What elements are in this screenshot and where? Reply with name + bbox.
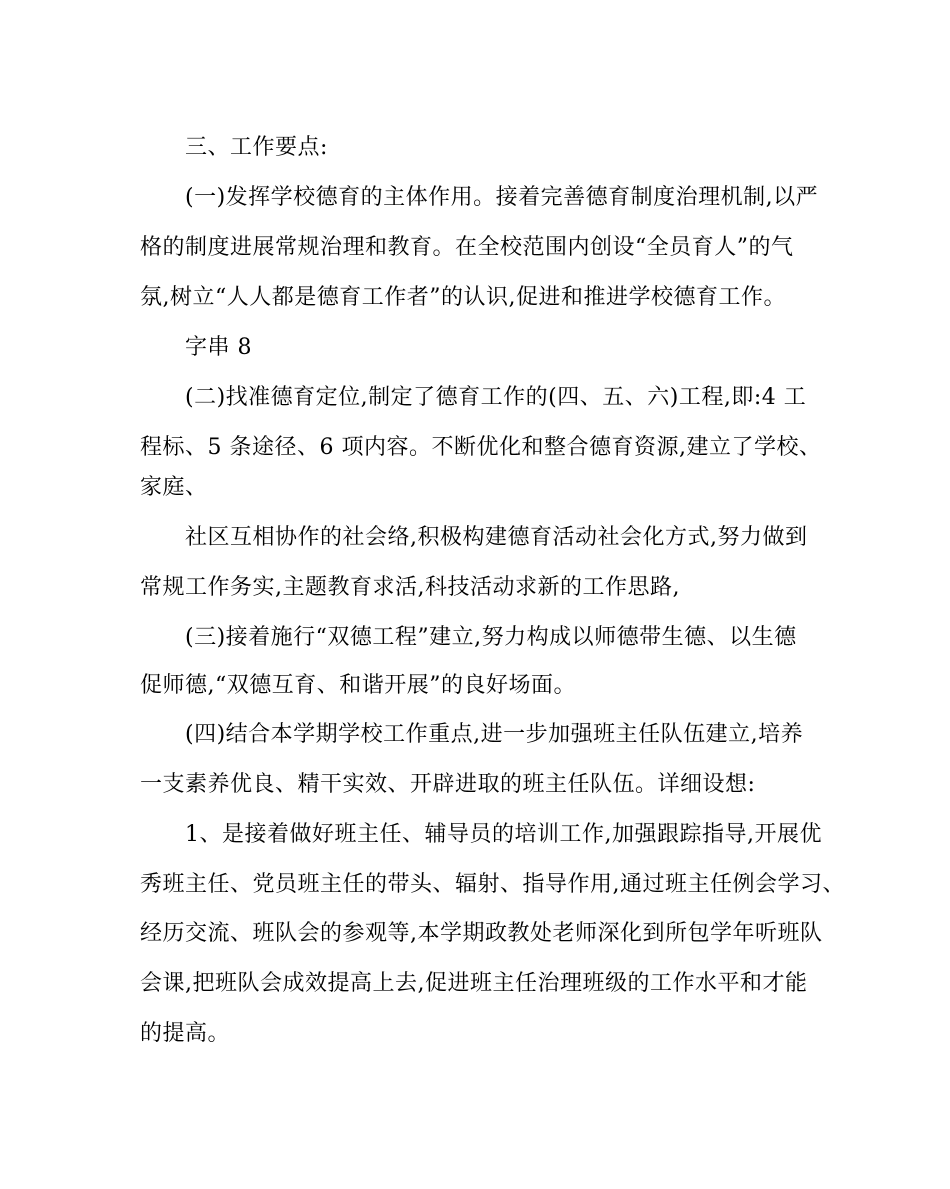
paragraph-line: 1、是接着做好班主任、辅导员的培训工作,加强跟踪指导,开展优: [185, 822, 822, 847]
paragraph-line: 经历交流、班队会的参观等,本学期政教处老师深化到所包学年听班队: [140, 921, 823, 946]
paragraph-line: 秀班主任、党员班主任的带头、辐射、指导作用,通过班主任例会学习、: [140, 872, 845, 897]
paragraph-line: 字串 8: [185, 335, 252, 360]
paragraph-line: 程标、5 条途径、6 项内容。不断优化和整合德育资源,建立了学校、: [140, 435, 822, 460]
paragraph-line: 格的制度进展常规治理和教育。在全校范围内创设“全员育人”的气: [140, 235, 794, 260]
paragraph-line: 常规工作务实,主题教育求活,科技活动求新的工作思路,: [140, 575, 680, 600]
paragraph-line: 氛,树立“人人都是德育工作者”的认识,促进和推进学校德育工作。: [140, 285, 786, 310]
paragraph-line: 的提高。: [140, 1021, 231, 1046]
paragraph-line: (三)接着施行“双德工程”建立,努力构成以师德带生德、以生德: [185, 625, 797, 650]
section-heading: 三、工作要点:: [185, 135, 328, 160]
paragraph-line: 家庭、: [140, 475, 208, 500]
paragraph-line: (四)结合本学期学校工作重点,进一步加强班主任队伍建立,培养: [185, 722, 804, 747]
paragraph-line: (二)找准德育定位,制定了德育工作的(四、五、六)工程,即:4 工: [185, 385, 807, 410]
paragraph-line: 促师德,“双德互育、和谐开展”的良好场面。: [140, 673, 576, 698]
paragraph-line: 一支素养优良、精干实效、开辟进取的班主任队伍。详细设想:: [140, 772, 756, 797]
paragraph-line: (一)发挥学校德育的主体作用。接着完善德育制度治理机制,以严: [185, 185, 819, 210]
paragraph-line: 社区互相协作的社会络,积极构建德育活动社会化方式,努力做到: [185, 525, 808, 550]
paragraph-line: 会课,把班队会成效提高上去,促进班主任治理班级的工作水平和才能: [140, 971, 808, 996]
